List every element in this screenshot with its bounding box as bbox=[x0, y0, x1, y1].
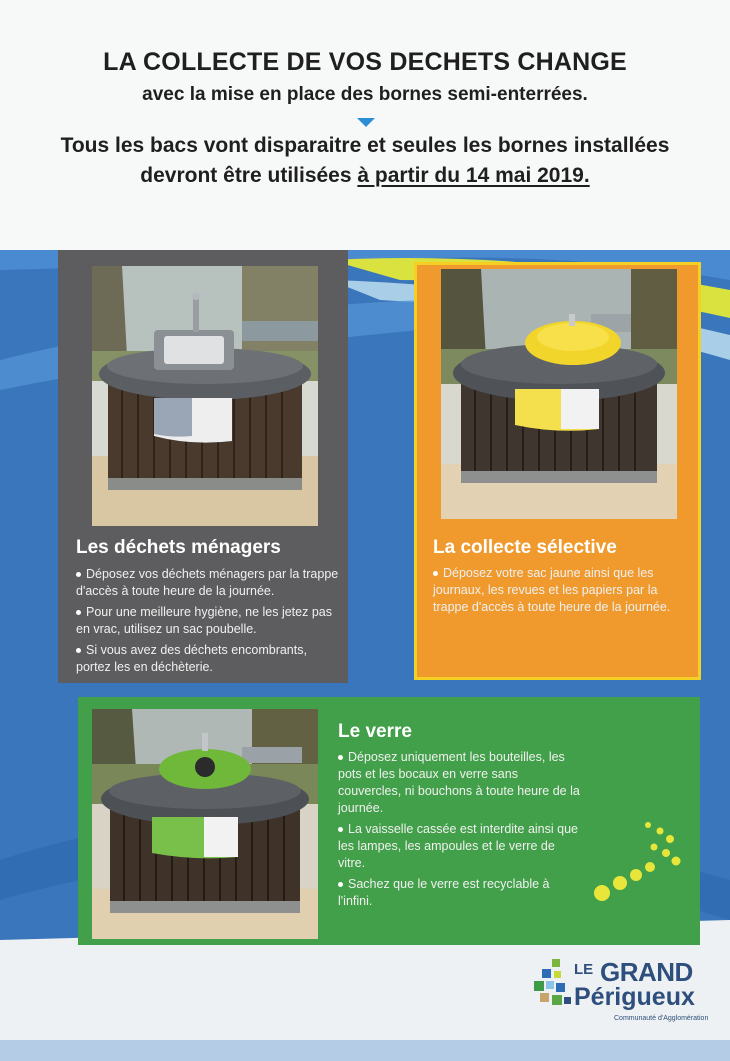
card-title-household: Les déchets ménagers bbox=[76, 537, 281, 558]
bin-photo-glass bbox=[92, 709, 318, 939]
bin-photo-household bbox=[92, 266, 318, 526]
header bbox=[0, 0, 730, 250]
logo-mosaic-icon bbox=[530, 959, 574, 1011]
announcement-prefix: devront être utilisées bbox=[140, 164, 352, 187]
down-arrow-icon bbox=[357, 118, 375, 127]
card-glass bbox=[78, 697, 700, 945]
bullet-icon bbox=[433, 571, 438, 576]
list-item: Si vous avez des déchets encombrants, portez les en déchèterie. bbox=[76, 643, 307, 674]
bin-photo-selective bbox=[441, 269, 677, 519]
page-title: LA COLLECTE DE VOS DECHETS CHANGE bbox=[103, 48, 627, 76]
bullet-list-selective bbox=[433, 565, 691, 620]
bullet-icon bbox=[76, 572, 81, 577]
list-item: Sachez que le verre est recyclable à l'infini. bbox=[338, 877, 550, 908]
card-title-glass: Le verre bbox=[338, 721, 412, 742]
bullet-icon bbox=[338, 882, 343, 887]
bullet-icon bbox=[338, 755, 343, 760]
announcement-date: à partir du 14 mai 2019. bbox=[357, 164, 590, 187]
list-item: La vaisselle cassée est interdite ainsi que les lampes, les ampoules et le verre de vitre. bbox=[338, 822, 578, 870]
page-subtitle: avec la mise en place des bornes semi-enterrées. bbox=[142, 84, 588, 105]
grand-perigueux-logo bbox=[530, 955, 710, 1030]
logo-grand: GRAND bbox=[600, 957, 693, 987]
list-item: Déposez votre sac jaune ainsi que les journaux, les revues et les papiers par la trappe d'accès à toute heure de la journée. bbox=[433, 566, 671, 614]
bullet-icon bbox=[76, 610, 81, 615]
logo-le: LE bbox=[574, 961, 594, 978]
announcement-line-2 bbox=[0, 164, 730, 188]
logo-perigueux: Périgueux bbox=[574, 983, 695, 1011]
bullet-icon bbox=[338, 827, 343, 832]
bullet-icon bbox=[76, 648, 81, 653]
card-selective-collection bbox=[414, 262, 701, 680]
list-item: Déposez vos déchets ménagers par la trappe d'accès à toute heure de la journée. bbox=[76, 567, 339, 598]
list-item: Déposez uniquement les bouteilles, les pots et les bocaux en verre sans couvercles, ni bouchons à toute heure de la journée. bbox=[338, 750, 580, 815]
card-title-selective: La collecte sélective bbox=[433, 537, 617, 558]
card-household-waste bbox=[58, 250, 348, 683]
decorative-dots-arrow-icon bbox=[588, 817, 698, 917]
logo-subtitle: Communauté d'Agglomération bbox=[614, 1015, 709, 1022]
list-item: Pour une meilleure hygiène, ne les jetez pas en vrac, utilisez un sac poubelle. bbox=[76, 605, 332, 636]
bullet-list-household bbox=[76, 566, 341, 680]
announcement-line-1: Tous les bacs vont disparaitre et seules les bornes installées bbox=[60, 134, 670, 157]
bullet-list-glass bbox=[338, 749, 583, 914]
